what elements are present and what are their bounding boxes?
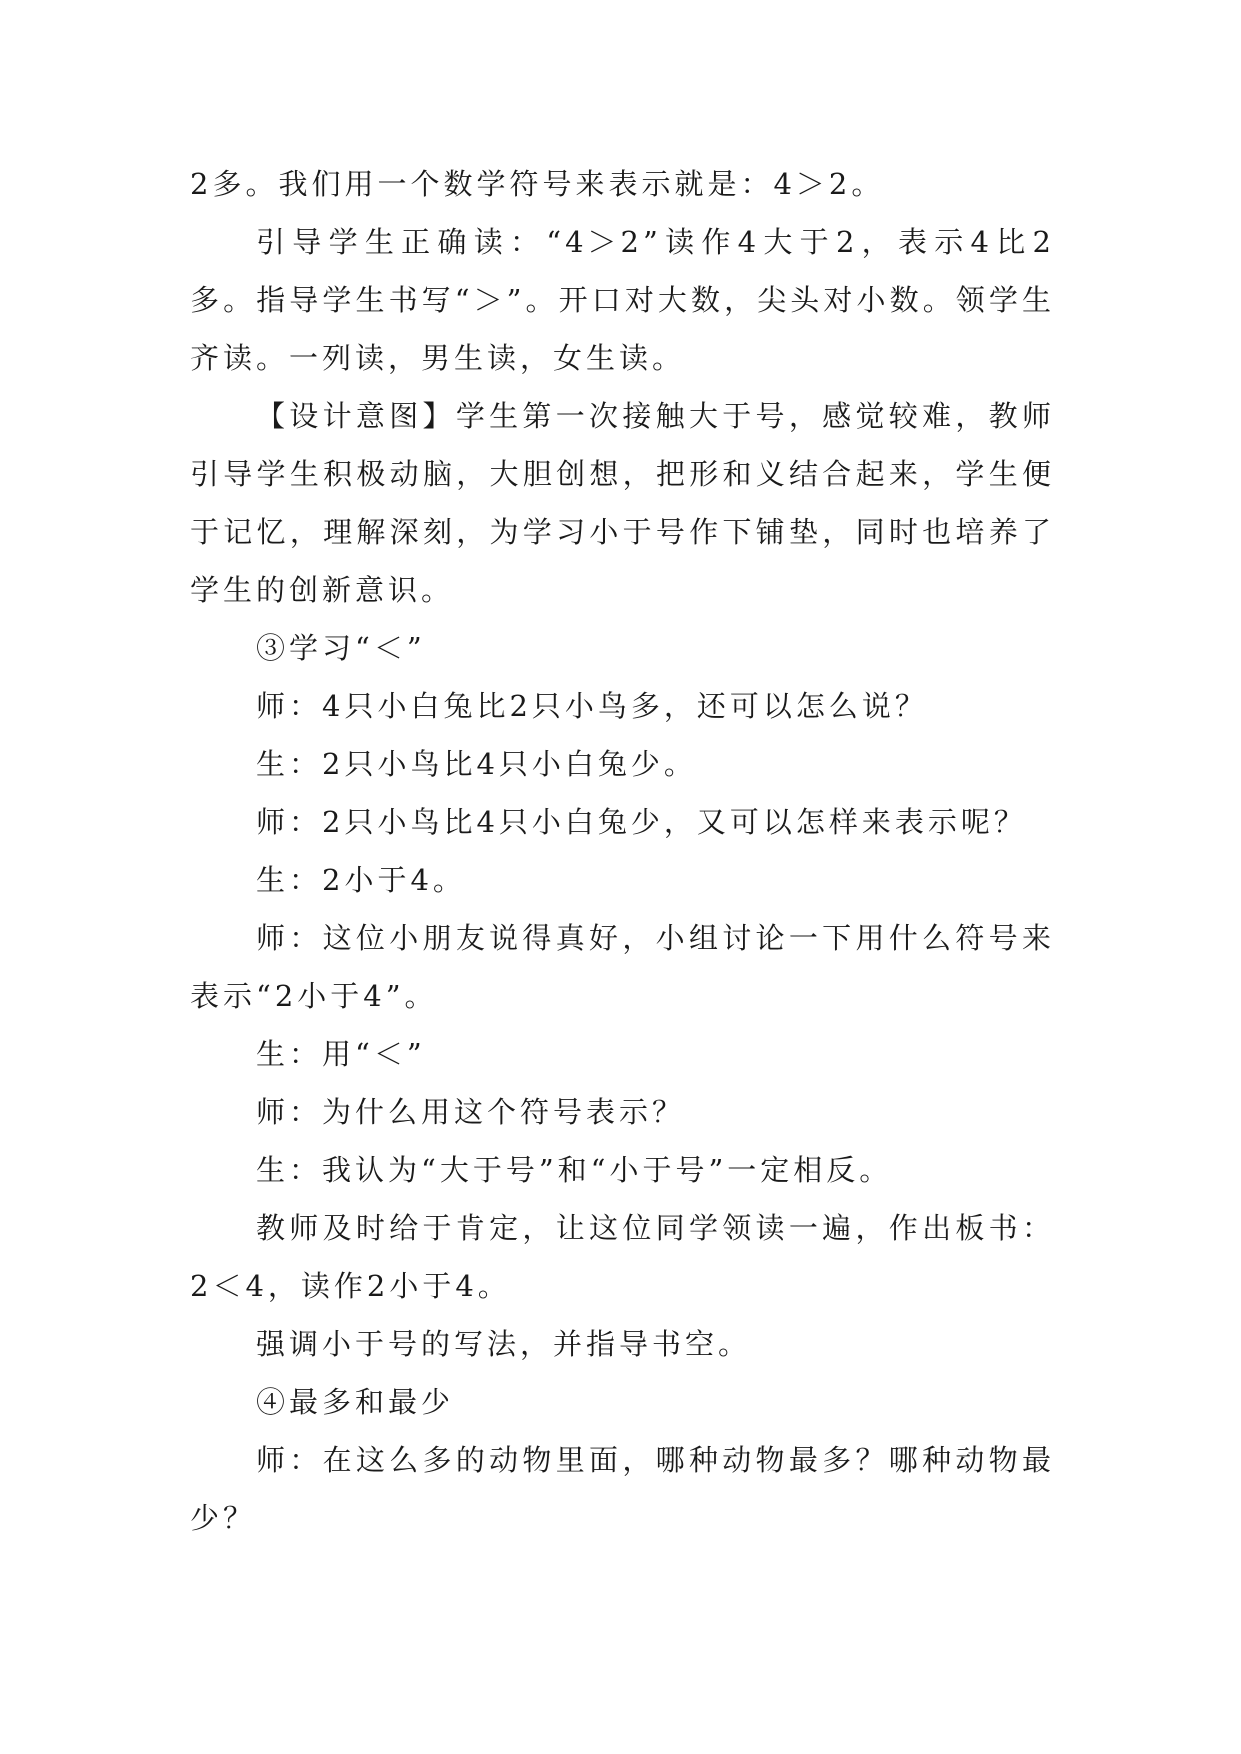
paragraph-12: 生：我认为“大于号”和“小于号”一定相反。 bbox=[256, 1153, 893, 1187]
paragraph-5: 师：4只小白兔比2只小鸟多，还可以怎么说？ bbox=[256, 689, 928, 723]
paragraph-6: 生：2只小鸟比4只小白兔少。 bbox=[256, 747, 697, 781]
paragraph-16: 师：在这么多的动物里面，哪种动物最多？哪种动物最少？ bbox=[190, 1443, 1055, 1535]
paragraph-11: 师：为什么用这个符号表示？ bbox=[256, 1095, 686, 1129]
paragraph-7: 师：2只小鸟比4只小白兔少，又可以怎样来表示呢？ bbox=[256, 805, 1027, 839]
paragraph-2: 引导学生正确读：“4＞2”读作4大于2，表示4比2多。指导学生书写“＞”。开口对大数，尖头对小数。领学生齐读。一列读，男生读，女生读。 bbox=[190, 225, 1055, 375]
paragraph-10: 生：用“＜” bbox=[256, 1037, 426, 1071]
paragraph-4: ③学习“＜” bbox=[256, 631, 426, 665]
paragraph-13: 教师及时给于肯定，让这位同学领读一遍，作出板书：2＜4，读作2小于4。 bbox=[190, 1211, 1055, 1303]
paragraph-8: 生：2小于4。 bbox=[256, 863, 466, 897]
paragraph-15: ④最多和最少 bbox=[256, 1385, 455, 1419]
paragraph-9: 师：这位小朋友说得真好，小组讨论一下用什么符号来表示“2小于4”。 bbox=[190, 921, 1055, 1013]
paragraph-3: 【设计意图】学生第一次接触大于号，感觉较难，教师引导学生积极动脑，大胆创想，把形和义结合起来，学生便于记忆，理解深刻，为学习小于号作下铺垫，同时也培养了学生的创新意识。 bbox=[190, 399, 1055, 607]
document-body bbox=[190, 155, 1055, 1547]
paragraph-14: 强调小于号的写法，并指导书空。 bbox=[256, 1327, 752, 1361]
paragraph-1: 2多。我们用一个数学符号来表示就是：4＞2。 bbox=[190, 167, 885, 201]
